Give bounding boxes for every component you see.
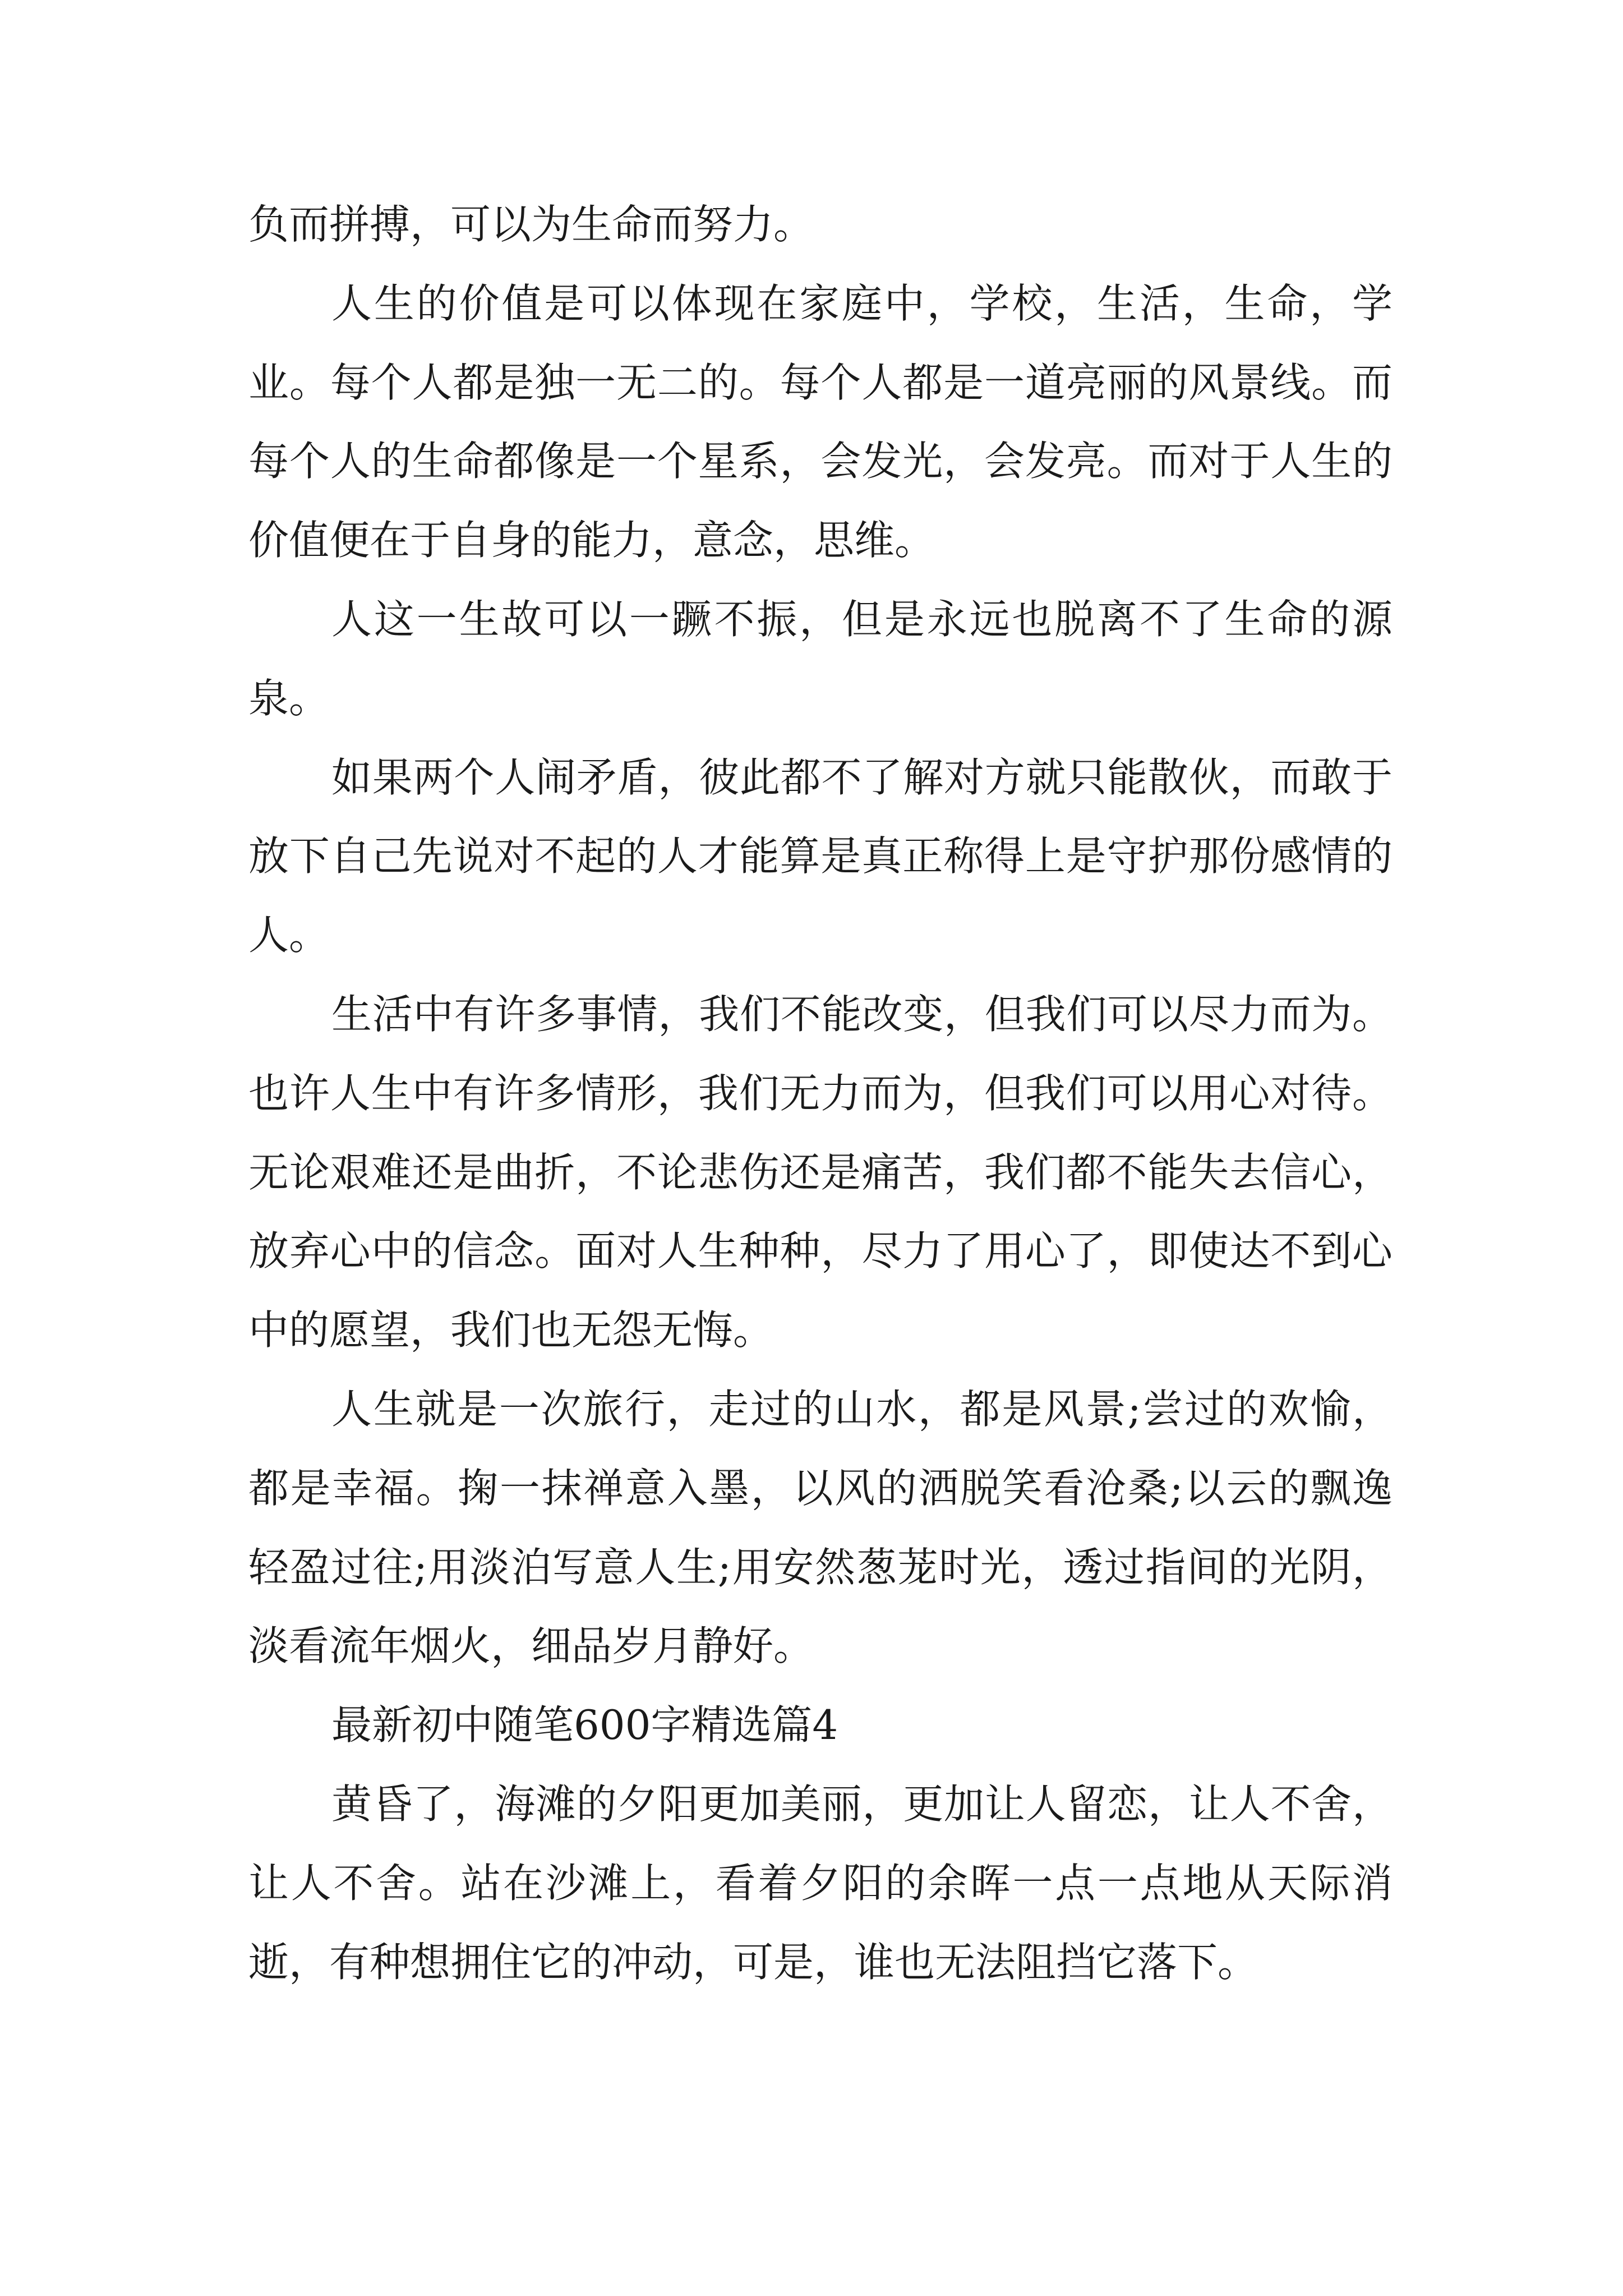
- paragraph-4: 如果两个人闹矛盾，彼此都不了解对方就只能散伙，而敢于放下自己先说对不起的人才能算是真正称得上是守护那份感情的人。: [248, 753, 1393, 959]
- section-heading: 最新初中随笔600字精选篇4: [331, 1701, 838, 1749]
- body-text: [248, 185, 1393, 2001]
- paragraph-6: 人生就是一次旅行，走过的山水，都是风景;尝过的欢愉，都是幸福。掬一抹禅意入墨，以风的洒脱笑看沧桑;以云的飘逸轻盈过往;用淡泊写意人生;用安然葱茏时光，透过指间的光阴，淡看流年烟火，细品岁月静好。: [248, 1385, 1393, 1670]
- paragraph-5: 生活中有许多事情，我们不能改变，但我们可以尽力而为。也许人生中有许多情形，我们无力而为，但我们可以用心对待。无论艰难还是曲折，不论悲伤还是痛苦，我们都不能失去信心，放弃心中的信念。面对人生种种，尽力了用心了，即使达不到心中的愿望，我们也无怨无悔。: [248, 990, 1393, 1354]
- paragraph-1: 负而拼搏，可以为生命而努力。: [248, 201, 814, 248]
- paragraph-3: 人这一生故可以一蹶不振，但是永远也脱离不了生命的源泉。: [248, 595, 1393, 722]
- paragraph-2: 人生的价值是可以体现在家庭中，学校，生活，生命，学业。每个人都是独一无二的。每个人都是一道亮丽的风景线。而每个人的生命都像是一个星系，会发光，会发亮。而对于人生的价值便在于自身的能力，意念，思维。: [248, 279, 1393, 564]
- paragraph-7: 黄昏了，海滩的夕阳更加美丽，更加让人留恋，让人不舍，让人不舍。站在沙滩上，看着夕阳的余晖一点一点地从天际消逝，有种想拥住它的冲动，可是，谁也无法阻挡它落下。: [248, 1780, 1393, 1986]
